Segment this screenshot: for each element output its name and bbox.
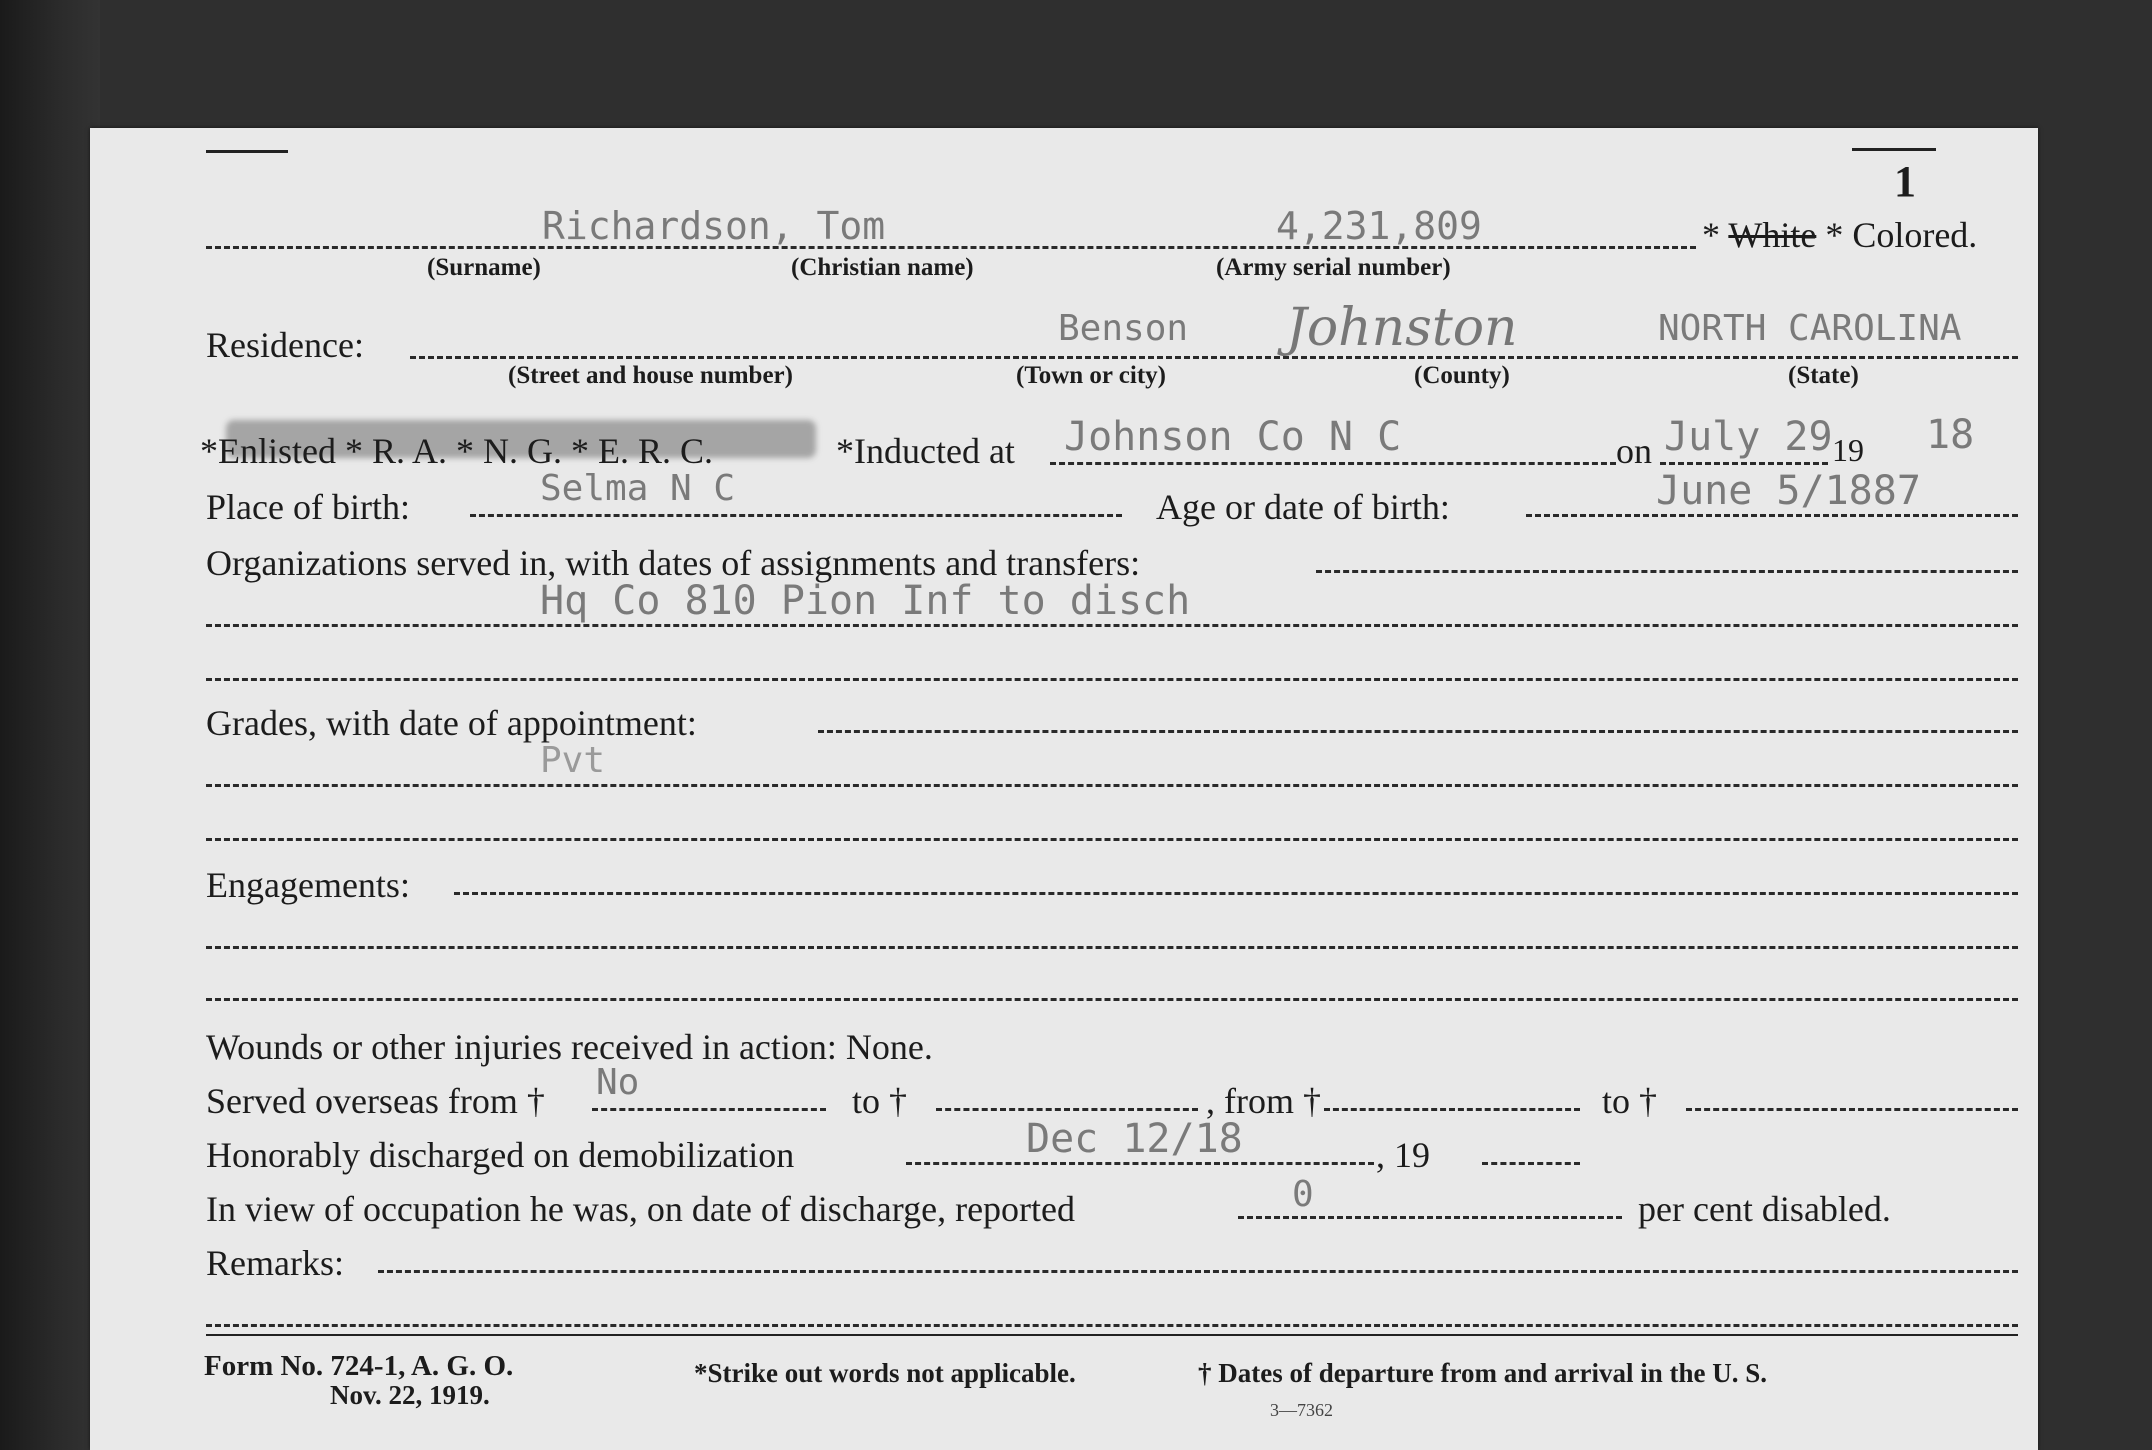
grade-value: Pvt	[540, 740, 606, 781]
org-line-1	[1316, 570, 2018, 573]
grades-label: Grades, with date of appointment:	[206, 703, 697, 743]
dob-line	[1526, 514, 2018, 517]
serial-number-value: 4,231,809	[1276, 204, 1482, 248]
remarks-line-1	[378, 1270, 2018, 1273]
org-line-3	[206, 678, 2018, 681]
grades-line-2	[206, 784, 2018, 787]
race-white-struck: White	[1728, 215, 1817, 255]
org-line-2	[206, 624, 2018, 627]
overseas-from2-line	[1324, 1108, 1580, 1111]
overseas-from2-label: , from †	[1206, 1081, 1321, 1121]
age-label: Age or date of birth:	[1156, 487, 1450, 527]
organizations-label: Organizations served in, with dates of assignments and transfers:	[206, 543, 1141, 583]
print-code: 3—7362	[1270, 1400, 1333, 1420]
inducted-line	[1050, 462, 1616, 465]
inducted-place-value: Johnson Co N C	[1064, 414, 1402, 460]
engagements-line-3	[206, 998, 2018, 1001]
residence-line	[410, 356, 2018, 359]
overseas-label: Served overseas from †	[206, 1081, 545, 1121]
christian-name-caption: (Christian name)	[791, 254, 974, 281]
county-value: Johnston	[1286, 298, 1518, 358]
discharged-label: Honorably discharged on demobilization	[206, 1135, 795, 1175]
inducted-date-line	[1660, 462, 1828, 465]
disability-value: 0	[1292, 1174, 1314, 1215]
disability-label: In view of occupation he was, on date of discharge, reported	[206, 1189, 1076, 1229]
inducted-label: *Inducted at	[836, 431, 1015, 471]
inducted-year-value: 18	[1926, 412, 1975, 458]
birth-line	[470, 514, 1122, 517]
state-value: NORTH CAROLINA	[1658, 308, 1962, 349]
race-colored: Colored.	[1852, 215, 1978, 255]
year-prefix: 19	[1832, 432, 1864, 468]
discharge-date-value: Dec 12/18	[1026, 1116, 1243, 1162]
form-number: Form No. 724-1, A. G. O.	[204, 1350, 514, 1382]
overseas-from-value: No	[596, 1062, 640, 1103]
form-date: Nov. 22, 1919.	[330, 1380, 490, 1410]
place-of-birth-value: Selma N C	[540, 468, 736, 509]
inducted-date-value: July 29	[1664, 414, 1833, 460]
top-left-rule	[206, 150, 288, 153]
town-value: Benson	[1058, 308, 1189, 349]
card-number: 1	[1894, 157, 1916, 206]
strike-note: *Strike out words not applicable.	[694, 1358, 1076, 1388]
race-options: * White * Colored.	[1702, 215, 1978, 255]
discharge-year-prefix: , 19	[1376, 1135, 1430, 1175]
surname-caption: (Surname)	[427, 254, 541, 281]
overseas-to2-line	[1686, 1108, 2018, 1111]
place-of-birth-label: Place of birth:	[206, 487, 410, 527]
engagements-line-2	[206, 946, 2018, 949]
residence-label: Residence:	[206, 325, 364, 365]
surname-christian-value: Richardson, Tom	[542, 204, 886, 248]
disability-line	[1238, 1216, 1622, 1219]
remarks-line-2	[206, 1324, 2018, 1327]
overseas-to2-label: to †	[1602, 1081, 1658, 1121]
service-record-card	[90, 128, 2038, 1450]
grades-line-3	[206, 838, 2018, 841]
engagements-line-1	[454, 892, 2018, 895]
per-cent-disabled-label: per cent disabled.	[1638, 1189, 1891, 1229]
state-caption: (State)	[1788, 362, 1859, 389]
dates-note: † Dates of departure from and arrival in the U. S.	[1198, 1358, 1767, 1388]
overseas-from-line	[592, 1108, 826, 1111]
remarks-label: Remarks:	[206, 1243, 344, 1283]
town-caption: (Town or city)	[1016, 362, 1166, 389]
grades-line-1	[818, 730, 2018, 733]
county-caption: (County)	[1414, 362, 1510, 389]
date-of-birth-value: June 5/1887	[1656, 468, 1921, 514]
name-line	[206, 246, 1696, 249]
top-right-rule	[1852, 148, 1936, 151]
scan-edge	[0, 0, 100, 1450]
overseas-to-line	[936, 1108, 1198, 1111]
discharge-year-line	[1482, 1162, 1580, 1165]
serial-caption: (Army serial number)	[1216, 254, 1451, 281]
footer-rule	[206, 1334, 2018, 1336]
overseas-to-label: to †	[852, 1081, 908, 1121]
discharge-line	[906, 1162, 1374, 1165]
organizations-value: Hq Co 810 Pion Inf to disch	[540, 578, 1191, 624]
wounds-label: Wounds or other injuries received in action: None.	[206, 1027, 933, 1067]
on-label: on	[1616, 431, 1652, 471]
engagements-label: Engagements:	[206, 865, 410, 905]
street-caption: (Street and house number)	[508, 362, 793, 389]
enlistment-options: *Enlisted * R. A. * N. G. * E. R. C.	[200, 431, 714, 471]
